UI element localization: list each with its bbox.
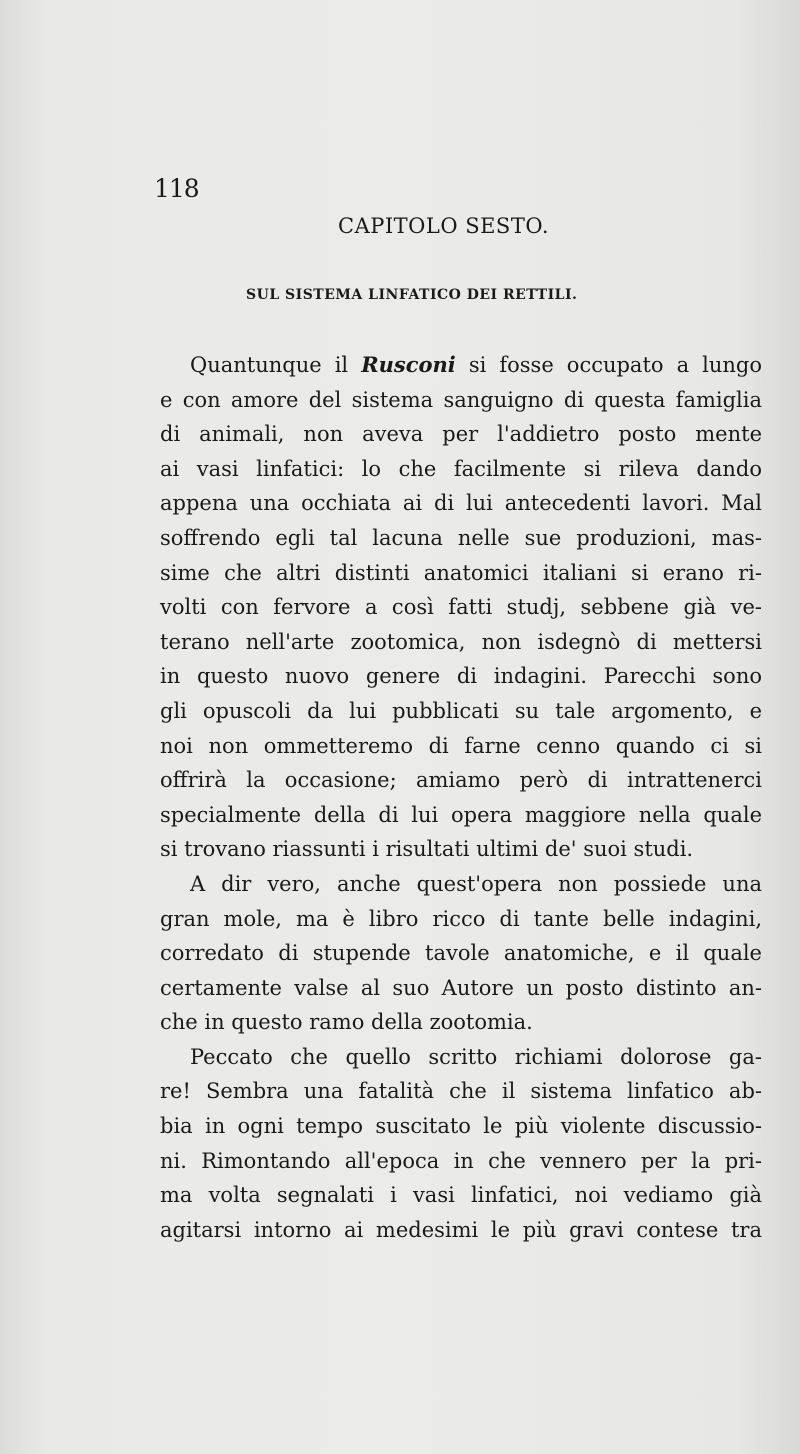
text-line: che in questo ramo della zootomia. xyxy=(160,1010,533,1035)
text-line: e con amore del sistema sanguigno di questa famiglia xyxy=(160,387,762,412)
text-line: noi non ommetteremo di farne cenno quando ci si xyxy=(160,733,762,758)
text-line: specialmente della di lui opera maggiore nella quale xyxy=(160,802,762,827)
text-line: volti con fervore a così fatti studj, sebbene già ve- xyxy=(160,595,762,620)
text-line: ma volta segnalati i vasi linfatici, noi vediamo già xyxy=(160,1183,762,1208)
chapter-subtitle: SUL SISTEMA LINFATICO DEI RETTILI. xyxy=(246,287,578,303)
text-line: di animali, non aveva per l'addietro posto mente xyxy=(160,422,762,447)
text-line: soffrendo egli tal lacuna nelle sue produzioni, mas- xyxy=(160,525,762,550)
text-line: ai vasi linfatici: lo che facilmente si rileva dando xyxy=(160,456,762,481)
text-line: certamente valse al suo Autore un posto distinto an- xyxy=(160,975,762,1000)
text-line: appena una occhiata ai di lui antecedenti lavori. Mal xyxy=(160,491,762,516)
text-line: in questo nuovo genere di indagini. Parecchi sono xyxy=(160,664,762,689)
text-line: si trovano riassunti i risultati ultimi de' suoi studi. xyxy=(160,837,694,862)
text-line: corredato di stupende tavole anatomiche, e il quale xyxy=(160,941,762,966)
text-line: Quantunque il Rusconi si fosse occupato a lungo xyxy=(190,352,762,377)
text-line: gran mole, ma è libro ricco di tante belle indagini, xyxy=(160,906,762,931)
text-line: bia in ogni tempo suscitato le più violente discussio- xyxy=(160,1114,762,1139)
text-line: A dir vero, anche quest'opera non possiede una xyxy=(190,871,762,896)
chapter-title: CAPITOLO SESTO. xyxy=(338,214,549,238)
text-line: terano nell'arte zootomica, non isdegnò di mettersi xyxy=(160,629,762,654)
author-name: Rusconi xyxy=(361,352,456,377)
page-number: 118 xyxy=(154,174,199,203)
text-line: gli opuscoli da lui pubblicati su tale argomento, e xyxy=(160,698,762,723)
text-line: ni. Rimontando all'epoca in che vennero per la pri- xyxy=(160,1148,762,1173)
text-line: Peccato che quello scritto richiami dolorose ga- xyxy=(190,1044,762,1069)
text-line: re! Sembra una fatalità che il sistema linfatico ab- xyxy=(160,1079,762,1104)
text-line: sime che altri distinti anatomici italiani si erano ri- xyxy=(160,560,762,585)
body-text xyxy=(160,348,762,1247)
text-line: offrirà la occasione; amiamo però di intrattenerci xyxy=(160,768,762,793)
text-line: agitarsi intorno ai medesimi le più gravi contese tra xyxy=(160,1217,762,1242)
